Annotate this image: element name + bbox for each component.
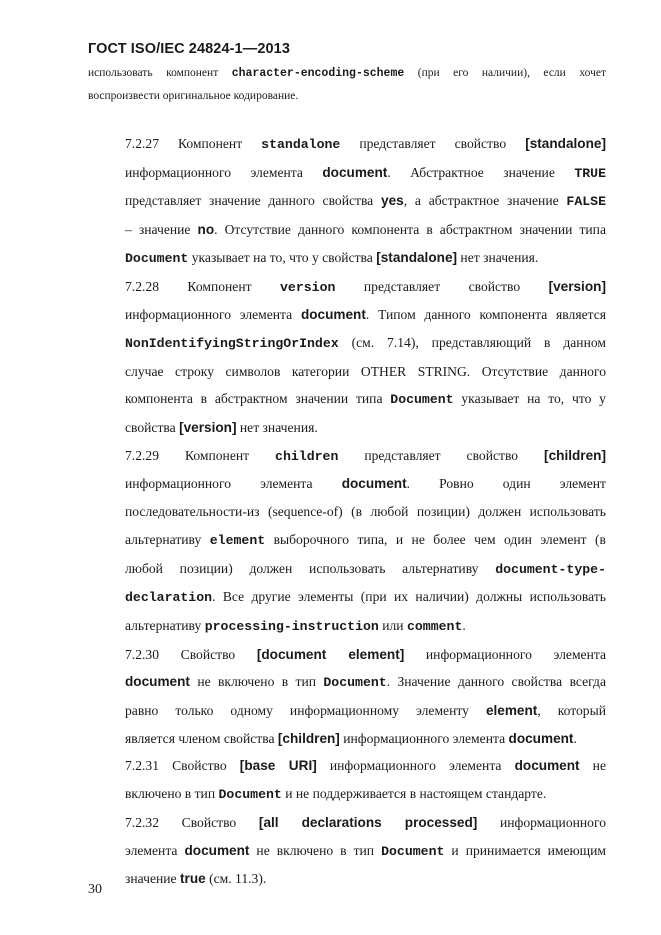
text: (см. 11.3). <box>205 871 267 887</box>
text: . Ровно один элемент <box>406 476 606 492</box>
text: . Типом данного компонента является <box>365 307 606 323</box>
text: информационного элемента <box>316 758 515 774</box>
text: компонента в абстрактном значении типа <box>125 391 391 407</box>
code-term: document-type- <box>495 561 606 577</box>
main-text <box>88 130 606 893</box>
line <box>88 865 606 893</box>
text: информационного элемента <box>125 476 342 492</box>
text: не включено в тип <box>189 674 324 690</box>
text: последовательности-из (sequence-of) (в любой позиции) должен использовать <box>125 504 606 520</box>
text: указывает на то, что у свойства <box>188 249 377 265</box>
line <box>88 385 606 414</box>
paragraph-7-2-30 <box>88 641 606 753</box>
code-term: standalone <box>261 137 341 152</box>
code-term: comment <box>406 618 463 634</box>
property-term: document <box>125 674 190 690</box>
text: равно только одному информационному элементу <box>125 703 486 719</box>
line <box>88 159 606 188</box>
line <box>88 470 606 498</box>
code-term: element <box>209 532 266 548</box>
paragraph-7-2-32 <box>88 809 606 893</box>
property-term: [children] <box>277 730 340 746</box>
code-term: processing-instruction <box>204 618 379 634</box>
text: указывает на то, что у <box>453 391 606 407</box>
line <box>88 697 606 725</box>
paragraph-7-2-28 <box>88 273 606 442</box>
text: альтернативу <box>125 617 205 633</box>
property-term: [all declarations processed] <box>258 814 478 830</box>
text: . Значение данного свойства всегда <box>386 674 606 690</box>
text: . Все другие элементы (при их наличии) должны использовать <box>212 589 606 605</box>
text: представляет свойство <box>335 278 549 294</box>
line <box>88 668 606 697</box>
text: . <box>462 617 466 633</box>
text: является членом свойства <box>125 730 278 746</box>
code-term: character-encoding-scheme <box>231 67 405 80</box>
text: нет значения. <box>236 420 318 436</box>
line <box>88 216 606 244</box>
text: представляет свойство <box>338 447 545 463</box>
code-term: NonIdentifyingStringOrIndex <box>125 335 339 351</box>
property-term: [version] <box>179 420 237 436</box>
property-term: [base URI] <box>239 758 317 774</box>
line <box>88 358 606 386</box>
property-term: document <box>508 730 574 746</box>
text: воспроизвести оригинальное кодирование. <box>88 90 299 102</box>
property-term: [version] <box>548 278 606 294</box>
property-term: [children] <box>544 447 606 463</box>
property-term: document <box>184 842 250 858</box>
text: или <box>378 617 407 633</box>
text: 7.2.27 Компонент <box>125 136 262 151</box>
line <box>88 555 606 584</box>
text: представляет свойство <box>340 136 526 151</box>
code-term: Document <box>323 675 387 691</box>
code-term: Document <box>381 843 445 859</box>
text: не включено в тип <box>249 842 382 858</box>
line <box>88 301 606 329</box>
code-term: declaration <box>125 590 213 606</box>
property-term: element <box>485 703 538 719</box>
property-term: document <box>514 758 580 774</box>
text: элемента <box>125 842 185 858</box>
text: не <box>579 758 606 774</box>
line <box>88 641 606 669</box>
text: , который <box>537 703 607 719</box>
text: альтернативу <box>125 531 210 547</box>
line <box>88 583 606 612</box>
text: информационного <box>477 814 606 830</box>
line <box>88 752 606 780</box>
property-term: yes <box>381 193 404 209</box>
text: выборочного типа, и не более чем один элемент (в <box>265 531 606 547</box>
text: представляет значение данного свойства <box>125 193 382 209</box>
text: 7.2.31 Свойство <box>125 758 240 774</box>
line <box>88 414 606 442</box>
text: значение <box>125 871 180 887</box>
text: использовать компонент <box>88 67 232 79</box>
code-term: TRUE <box>574 165 606 181</box>
text: информационного элемента <box>339 730 509 746</box>
property-term: document <box>300 307 366 323</box>
text: случае строку символов категории OTHER STRING. Отсутствие данного <box>125 363 606 379</box>
text: – значение <box>125 222 198 238</box>
intro-continuation <box>88 62 606 108</box>
text: включено в тип <box>125 786 219 802</box>
text: информационного элемента <box>125 164 323 180</box>
line <box>88 612 606 641</box>
text: и принимается имеющим <box>444 842 606 858</box>
line <box>88 837 606 866</box>
line <box>88 273 606 302</box>
document-header: ГОСТ ISO/IEC 24824-1—2013 <box>88 41 290 57</box>
line <box>88 329 606 358</box>
text: 7.2.29 Компонент <box>125 447 276 463</box>
text: 7.2.32 Свойство <box>125 814 259 830</box>
text: 7.2.30 Свойство <box>125 646 257 662</box>
property-term: document <box>322 164 388 180</box>
text: информационного элемента <box>125 307 301 323</box>
paragraph-7-2-31 <box>88 752 606 808</box>
code-term: Document <box>218 787 282 803</box>
text: информационного элемента <box>404 646 607 662</box>
line <box>88 725 606 753</box>
line <box>88 526 606 555</box>
line <box>88 244 606 273</box>
property-term: document <box>341 476 407 492</box>
intro-line <box>88 62 606 85</box>
line <box>88 780 606 809</box>
text: , а абстрактное значение <box>403 193 567 209</box>
page-number: 30 <box>88 882 102 897</box>
text: (при его наличии), если хочет <box>404 67 606 79</box>
text: любой позиции) должен использовать альтернативу <box>125 560 496 576</box>
paragraph-7-2-29 <box>88 442 606 641</box>
text: . Абстрактное значение <box>387 164 575 180</box>
text: и не поддерживается в настоящем стандарте. <box>281 786 547 802</box>
code-term: children <box>275 448 339 464</box>
line <box>88 130 606 159</box>
code-term: version <box>280 279 336 295</box>
code-term: Document <box>125 250 189 266</box>
intro-line <box>88 85 606 108</box>
text: 7.2.28 Компонент <box>125 278 281 294</box>
text: свойства <box>125 420 180 436</box>
property-term: [standalone] <box>376 249 458 265</box>
line <box>88 498 606 526</box>
paragraph-7-2-27 <box>88 130 606 273</box>
property-term: no <box>197 222 215 238</box>
text: . Отсутствие данного компонента в абстрактном значении типа <box>214 222 606 238</box>
line <box>88 187 606 216</box>
property-term: [document element] <box>256 646 405 662</box>
line <box>88 809 606 837</box>
property-term: true <box>180 871 206 887</box>
text: . <box>573 730 577 746</box>
code-term: FALSE <box>566 194 606 210</box>
property-term: [standalone] <box>525 136 606 151</box>
text: нет значения. <box>457 249 539 265</box>
text: (см. 7.14), представляющий в данном <box>338 334 606 350</box>
code-term: Document <box>390 392 454 408</box>
line <box>88 442 606 471</box>
